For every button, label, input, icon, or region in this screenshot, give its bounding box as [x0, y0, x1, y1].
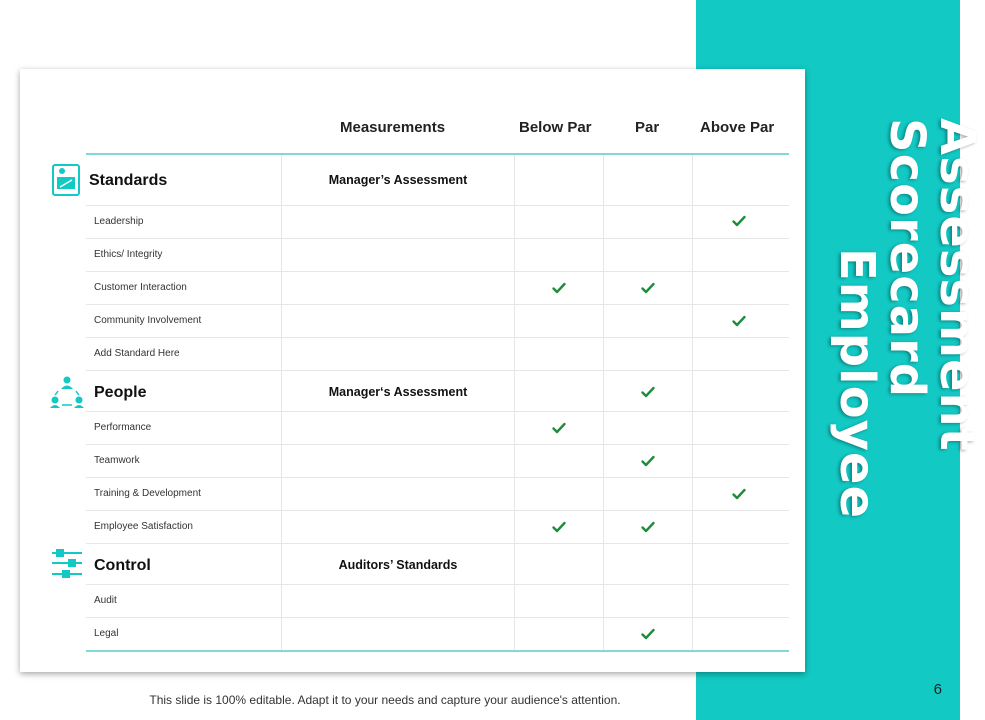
section-title-people: People: [94, 384, 147, 401]
row-divider: [86, 444, 789, 445]
list-item: Community Involvement: [94, 315, 202, 326]
assessment-label-control: Auditors’ Standards: [338, 558, 458, 572]
row-divider: [86, 510, 789, 511]
header-above-par: Above Par: [700, 119, 775, 136]
check-icon-below: [552, 521, 566, 533]
row-divider: [86, 205, 789, 206]
row-divider: [86, 304, 789, 305]
check-icon-par: [641, 282, 655, 294]
footer-note: This slide is 100% editable. Adapt it to your needs and capture your audience's attention.: [149, 693, 621, 707]
list-item: Performance: [94, 422, 152, 433]
list-item: Add Standard Here: [94, 348, 180, 359]
row-divider: [86, 271, 789, 272]
section-title-standards: Standards: [89, 172, 168, 189]
row-divider: [86, 411, 789, 412]
row-divider: [86, 370, 789, 371]
table-top-rule: [86, 153, 789, 155]
certificate-icon: [50, 163, 84, 197]
row-divider: [86, 543, 789, 544]
row-divider: [86, 477, 789, 478]
list-item: Leadership: [94, 216, 144, 227]
check-icon-above: [732, 488, 746, 500]
list-item: Ethics/ Integrity: [94, 249, 163, 260]
column-divider: [514, 155, 515, 650]
list-item: Employee Satisfaction: [94, 521, 193, 532]
row-divider: [86, 617, 789, 618]
section-title-control: Control: [94, 557, 151, 574]
team-icon: [50, 375, 84, 409]
header-par: Par: [635, 119, 660, 136]
slide-title: [826, 118, 985, 720]
check-icon-below: [552, 282, 566, 294]
check-icon-above: [732, 215, 746, 227]
title-line-1: Employee: [829, 248, 885, 519]
list-item: Teamwork: [94, 455, 140, 466]
check-icon-par: [641, 628, 655, 640]
list-item: Customer Interaction: [94, 282, 187, 293]
assessment-label-people: Manager‘s Assessment: [328, 385, 468, 399]
list-item: Legal: [94, 628, 119, 639]
header-measurements: Measurements: [340, 119, 446, 136]
list-item: Audit: [94, 595, 117, 606]
title-line-2: Assessment Scorecard: [879, 118, 985, 452]
sliders-icon: [50, 548, 84, 582]
column-divider: [692, 155, 693, 650]
check-icon-below: [552, 422, 566, 434]
list-item: Training & Development: [94, 488, 201, 499]
check-icon-par: [641, 386, 655, 398]
page-number: 6: [933, 681, 942, 698]
row-divider: [86, 337, 789, 338]
assessment-label-standards: Manager’s Assessment: [328, 173, 468, 187]
check-icon-par: [641, 455, 655, 467]
check-icon-above: [732, 315, 746, 327]
column-divider: [603, 155, 604, 650]
check-icon-par: [641, 521, 655, 533]
table-bottom-rule: [86, 650, 789, 652]
row-divider: [86, 238, 789, 239]
row-divider: [86, 584, 789, 585]
column-divider: [281, 155, 282, 650]
header-below-par: Below Par: [519, 119, 592, 136]
